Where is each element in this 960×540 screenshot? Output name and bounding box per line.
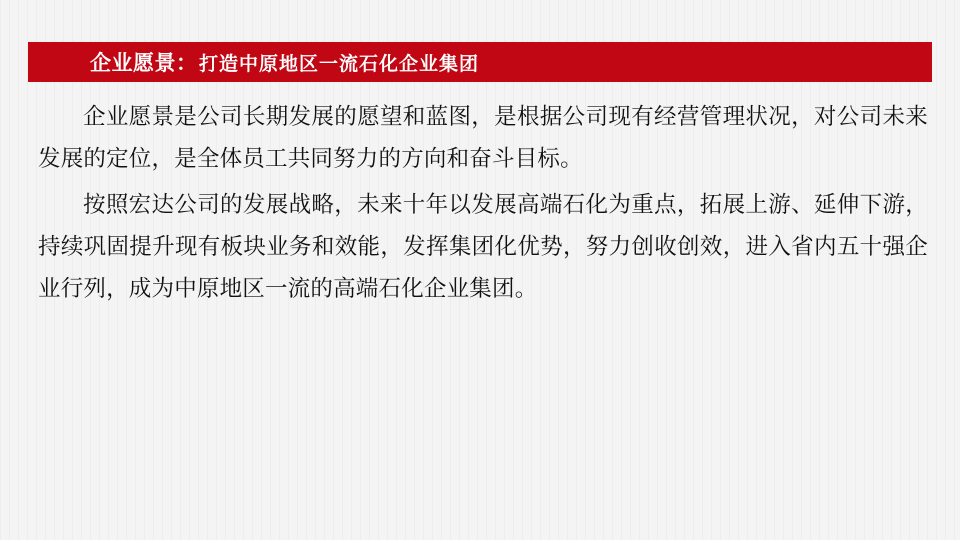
body-paragraph-2: 按照宏达公司的发展战略，未来十年以发展高端石化为重点，拓展上游、延伸下游，持续巩固提升现有板块业务和效能，发挥集团化优势，努力创收创效，进入省内五十强企业行列，成为中原地区一流的高端石化企业集团。 bbox=[38, 192, 928, 302]
body-paragraph-1: 企业愿景是公司长期发展的愿望和蓝图，是根据公司现有经营管理状况，对公司未来发展的定位，是全体员工共同努力的方向和奋斗目标。 bbox=[38, 104, 928, 172]
slide-title-separator: ： bbox=[176, 51, 197, 75]
slide-title-bar bbox=[28, 42, 932, 82]
slide-title-subtitle: 打造中原地区一流石化企业集团 bbox=[199, 52, 480, 75]
slide-body bbox=[38, 96, 928, 314]
slide-title-main: 企业愿景 bbox=[90, 51, 176, 75]
